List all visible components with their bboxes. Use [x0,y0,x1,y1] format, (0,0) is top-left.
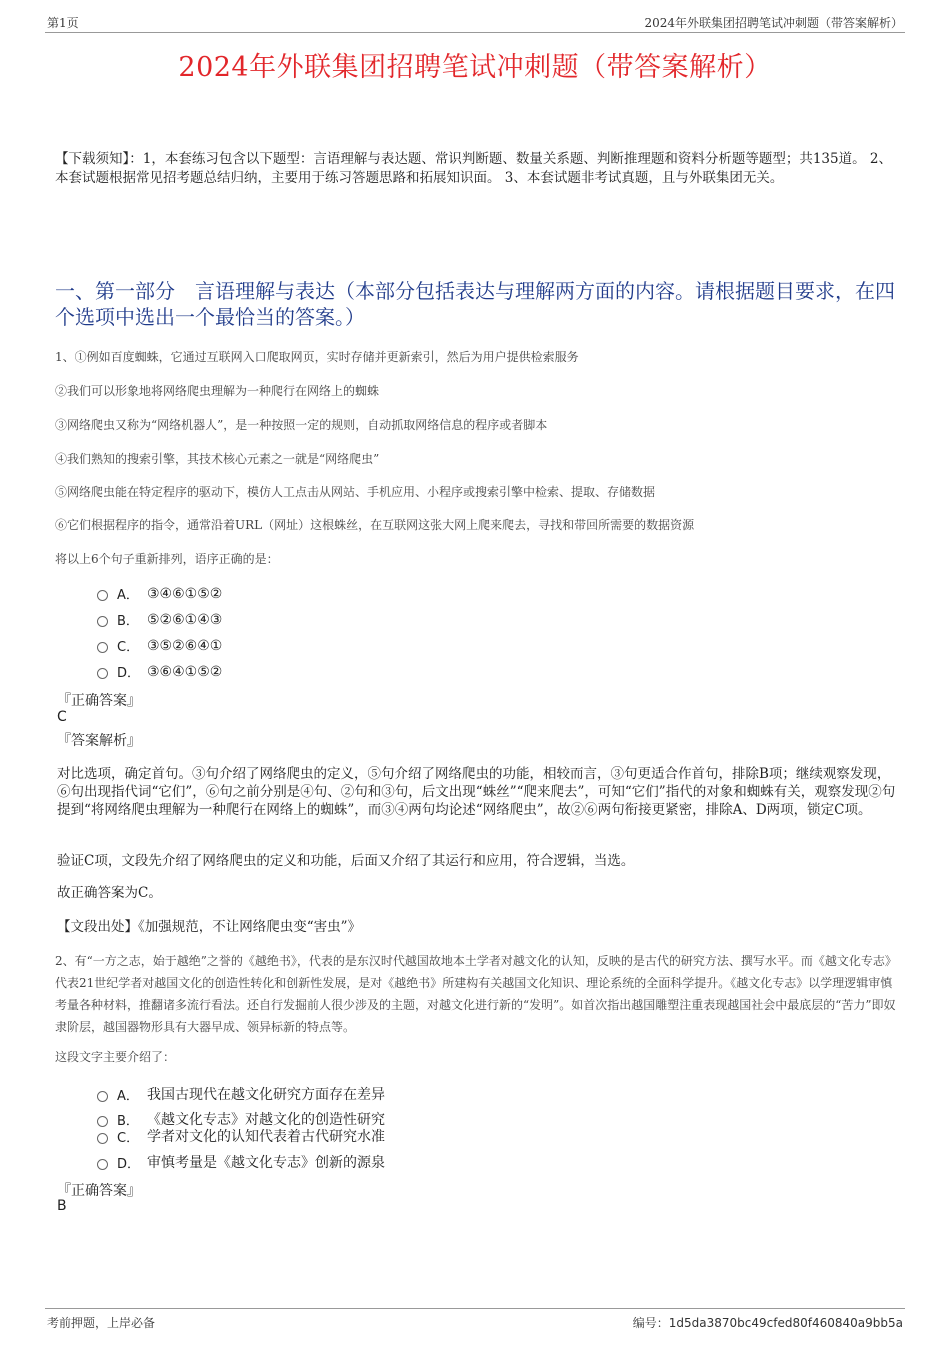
header-divider [45,32,905,33]
q1-sentence-1: 1、①例如百度蜘蛛，它通过互联网入口爬取网页，实时存储并更新索引，然后为用户提供检索服务 [55,350,579,364]
q1-sentence-5: ⑤网络爬虫能在特定程序的驱动下，模仿人工点击从网站、手机应用、小程序或搜索引擎中检索、提取、存储数据 [55,485,656,499]
option-letter: A． [117,1088,139,1104]
option-letter: D． [117,666,141,681]
q2-answer-label: 『正确答案』 [57,1183,141,1199]
footer-code-label: 编号： [632,1316,669,1330]
q1-option-d[interactable] [97,662,222,681]
radio-icon[interactable] [97,1159,108,1170]
q1-analysis-verify: 验证C项，文段先介绍了网络爬虫的定义和功能，后面又介绍了其运行和应用，符合逻辑，当选。 [57,853,635,869]
q1-option-b[interactable] [97,610,222,629]
download-notice: 【下载须知】：1，本套练习包含以下题型：言语理解与表达题、常识判断题、数量关系题、判断推理题和资料分析题等题型；共135道。 2、本套试题根据常见招考题总结归纳，主要用于练习答题思路和拓展知识面。 3、本套试题非考试真题，且与外联集团无关。 [55,151,892,186]
option-text: ③⑤②⑥④① [147,637,223,654]
q2-option-c[interactable] [97,1126,385,1146]
q1-sentence-6: ⑥它们根据程序的指令，通常沿着URL（网址）这根蛛丝，在互联网这张大网上爬来爬去，寻找和带回所需要的数据资源 [55,518,695,532]
q1-option-a[interactable] [97,584,222,603]
option-letter: D． [117,1156,141,1172]
q1-sentence-3: ③网络爬虫又称为“网络机器人”，是一种按照一定的规则，自动抓取网络信息的程序或者脚本 [55,418,548,432]
option-text: ⑤②⑥①④③ [147,611,223,628]
radio-icon[interactable] [97,642,108,653]
option-text: 学者对文化的认知代表着古代研究水准 [147,1129,385,1145]
page-number: 第1页 [47,16,79,30]
header-doc-title: 2024年外联集团招聘笔试冲刺题（带答案解析） [644,16,903,30]
option-text: ③④⑥①⑤② [147,585,223,602]
option-text: 《越文化专志》对越文化的创造性研究 [147,1112,385,1128]
q2-passage: 2、有“一方之志，始于越绝”之誉的《越绝书》，代表的是东汉时代越国故地本土学者对越文化的认知，反映的是古代的研究方法、撰写水平。而《越文化专志》代表21世纪学者对越国文化的创造性转化和创新性发展，是对《越绝书》所建构有关越国文化知识、理论系统的全面科学提升。《越文化专志》以学理逻辑审慎考量各种材料，推翻诸多流行看法。还自行发掘前人很少涉及的主题，对越文化进行新的“发明”。如首次指出越国雕塑注重表现越国社会中最底层的“苦力”即奴隶阶层，越国器物形具有大器早成、领异标新的特点等。 [55,954,897,1034]
q1-option-c[interactable] [97,636,222,655]
radio-icon[interactable] [97,616,108,627]
option-text: 我国古现代在越文化研究方面存在差异 [147,1087,385,1103]
radio-icon[interactable] [97,1133,108,1144]
footer-code-value: 1d5da3870bc49cfed80f460840a9bb5a [668,1316,903,1330]
q1-answer-label: 『正确答案』 [57,693,141,709]
radio-icon[interactable] [97,1116,108,1127]
footer-slogan: 考前押题，上岸必备 [47,1316,156,1330]
q1-sentence-2: ②我们可以形象地将网络爬虫理解为一种爬行在网络上的蜘蛛 [55,384,380,398]
q1-prompt: 将以上6个句子重新排列，语序正确的是： [55,552,279,566]
q1-analysis-conclusion: 故正确答案为C。 [57,885,162,901]
footer-divider [45,1308,905,1309]
option-letter: A． [117,588,139,603]
q1-sentence-4: ④我们熟知的搜索引擎，其技术核心元素之一就是“网络爬虫” [55,452,380,466]
option-text: ③⑥④①⑤② [147,663,223,680]
page-title: 2024年外联集团招聘笔试冲刺题（带答案解析） [178,52,772,83]
option-letter: B． [117,1113,139,1129]
option-text: 审慎考量是《越文化专志》创新的源泉 [147,1155,385,1171]
footer-code [633,1314,903,1331]
option-letter: C． [117,1130,140,1146]
q2-prompt: 这段文字主要介绍了： [55,1050,176,1064]
radio-icon[interactable] [97,668,108,679]
q1-analysis-paragraph: 对比选项，确定首句。③句介绍了网络爬虫的定义，⑤句介绍了网络爬虫的功能，相较而言，③句更适合作首句，排除B项；继续观察发现，⑥句出现指代词“它们”，⑥句之前分别是④句、②句和③句，后文出现“蛛丝”“爬来爬去”，可知“它们”指代的对象和蜘蛛有关，观察发现②句提到“将网络爬虫理解为一种爬行在网络上的蜘蛛”，而③④两句均论述“网络爬虫”，故②⑥两句衔接更紧密，排除A、D两项，锁定C项。 [57,766,896,818]
option-letter: C． [117,640,140,655]
radio-icon[interactable] [97,590,108,601]
radio-icon[interactable] [97,1091,108,1102]
q1-analysis-label: 『答案解析』 [57,733,141,749]
q2-option-d[interactable] [97,1152,385,1172]
q1-source: 【文段出处】《加强规范，不让网络爬虫变“害虫”》 [57,919,362,935]
section-title: 一、第一部分 言语理解与表达（本部分包括表达与理解两方面的内容。请根据题目要求，在四个选项中选出一个最恰当的答案。） [55,279,895,329]
q1-answer: C [57,709,67,725]
option-letter: B． [117,614,139,629]
q2-answer: B [57,1198,67,1214]
q2-option-a[interactable] [97,1084,385,1104]
